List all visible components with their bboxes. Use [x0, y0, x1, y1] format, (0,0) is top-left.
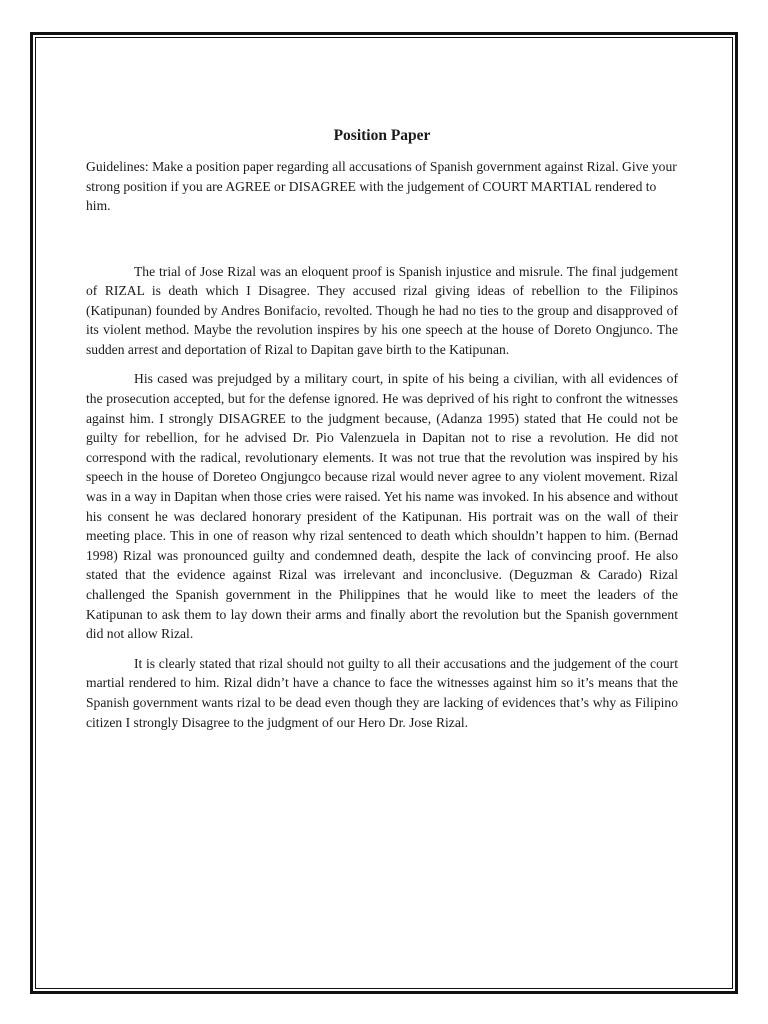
guidelines-text: Guidelines: Make a position paper regarding all accusations of Spanish government against Rizal. Give your strong position if you are AGREE or DISAGREE with the judgement of COURT MARTIAL rendered to him.	[86, 159, 677, 213]
essay-body	[86, 262, 678, 733]
paragraph-3: It is clearly stated that rizal should not guilty to all their accusations and the judgement of the court martial rendered to him. Rizal didn’t have a chance to face the witnesses against him so it’s means that the Spanish government wants rizal to be dead even though they are lacking of evidences that’s why as Filipino citizen I strongly Disagree to the judgment of our Hero Dr. Jose Rizal.	[86, 655, 678, 730]
paragraph-1: The trial of Jose Rizal was an eloquent proof is Spanish injustice and misrule. The final judgement of RIZAL is death which I Disagree. They accused rizal giving ideas of rebellion to the Filipinos (Katipunan) founded by Andres Bonifacio, revolted. Though he had no ties to the group and disapproved of its violent method. Maybe the revolution inspires by his one speech at the house of Doreto Ongjunco. The sudden arrest and deportation of Rizal to Dapitan gave birth to the Katipunan.	[86, 263, 678, 357]
document-body	[86, 126, 678, 742]
paragraph-2: His cased was prejudged by a military court, in spite of his being a civilian, with all evidences of the prosecution accepted, but for the defense ignored. He was deprived of his right to confront the witnesses against him. I strongly DISAGREE to the judgment because, (Adanza 1995) stated that He could not be guilty for rebellion, for he advised Dr. Pio Valenzuela in Dapitan not to rise a revolution. He did not correspond with the radical, revolutionary elements. It was not true that the revolution was inspired by his speech in the house of Doreteo Ongjungco because rizal would never agree to any violent movement. Rizal was in a way in Dapitan when those cries were raised. Yet his name was invoked. In his absence and without his consent he was declared honorary president of the Katipunan. His portrait was on the wall of their meeting place. This in one of reason why rizal sentenced to death which shouldn’t happen to him. (Bernad 1998) Rizal was pronounced guilty and condemned death, despite the lack of convincing proof. He also stated that the evidence against Rizal was irrelevant and inconclusive. (Deguzman & Carado) Rizal challenged the Spanish government in the Philippines that he would like to meet the leaders of the Katipunan to ask them to lay down their arms and finally abort the revolution but the Spanish government did not allow Rizal.	[86, 371, 678, 642]
document-title: Position Paper	[333, 127, 431, 144]
